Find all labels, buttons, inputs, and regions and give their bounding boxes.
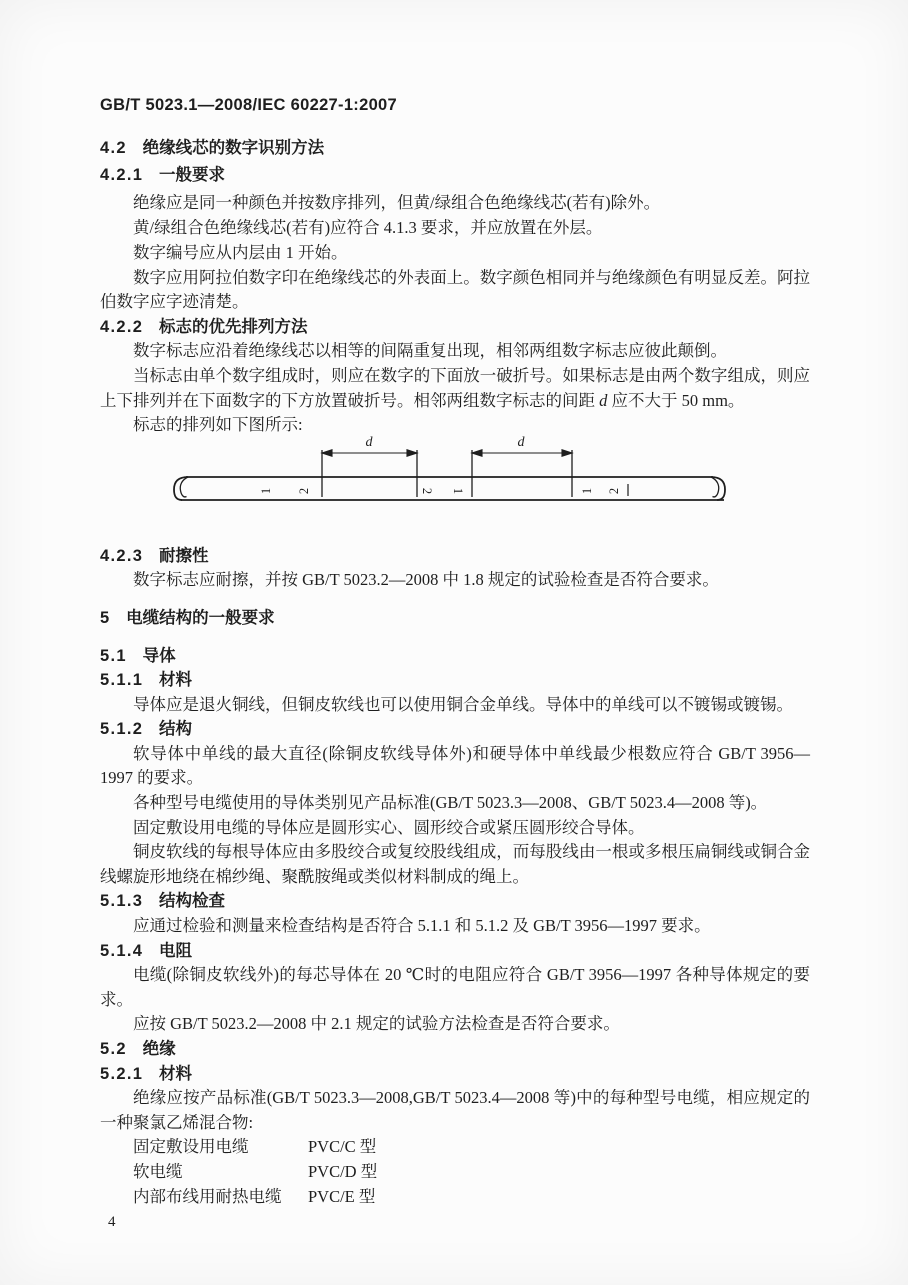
pvc-type-value: PVC/E 型: [308, 1186, 376, 1206]
paragraph: 绝缘应按产品标准(GB/T 5023.3—2008,GB/T 5023.4—2008 等)中的每种型号电缆，相应规定的一种聚氯乙烯混合物:: [100, 1088, 810, 1132]
section-heading-4-2-3: [100, 544, 810, 569]
dimension-arrows: [322, 450, 572, 456]
paragraph: 各种型号电缆使用的导体类别见产品标准(GB/T 5023.3—2008、GB/T 5023.4—2008 等)。: [133, 793, 768, 813]
section-heading-5-1-1: [100, 668, 810, 693]
list-item: [100, 1135, 810, 1160]
dimension-label-d: d: [517, 434, 525, 450]
arrowhead-left: [472, 450, 482, 456]
tick-marks: [322, 450, 572, 497]
section-title: 结构: [158, 720, 192, 739]
mark-digit: 2: [297, 487, 311, 494]
paragraph: 应按 GB/T 5023.2—2008 中 2.1 规定的试验方法检查是否符合要求。: [133, 1014, 620, 1034]
cable-left-end-curl: [180, 477, 188, 497]
mark-digit: 1: [580, 487, 594, 494]
paragraph: 标志的排列如下图所示:: [133, 415, 303, 435]
paragraph-text: 当标志由单个数字组成时，则应在数字的下面放一破折号。如果标志是由两个数字组成，则应上下排列并在下面数字的下方放置破折号。相邻两组数字标志的间距: [100, 365, 810, 410]
paragraph: 软导体中单线的最大直径(除铜皮软线导体外)和硬导体中单线最少根数应符合 GB/T 3956—1997 的要求。: [100, 743, 810, 788]
section-title: 结构检查: [158, 892, 225, 911]
section-title: 一般要求: [158, 166, 225, 185]
section-heading-4-2: [100, 136, 810, 161]
paragraph: 固定敷设用电缆的导体应是圆形实心、圆形绞合或紧压圆形绞合导体。: [133, 817, 645, 837]
section-heading-5-2: [100, 1037, 810, 1062]
paragraph: 应通过检验和测量来检查结构是否符合 5.1.1 和 5.1.2 及 GB/T 3956—1997 要求。: [133, 916, 711, 936]
section-title: 耐擦性: [158, 546, 209, 565]
section-title: 电缆结构的一般要求: [126, 608, 275, 627]
paragraph: 数字标志应沿着绝缘线芯以相等的间隔重复出现，相邻两组数字标志应彼此颠倒。: [133, 341, 727, 361]
mark-digit: 2: [607, 487, 621, 494]
section-heading-5-1: [100, 644, 810, 669]
paragraph: 电缆(除铜皮软线外)的每芯导体在 20 ℃时的电阻应符合 GB/T 3956—1997 各种导体规定的要求。: [100, 965, 810, 1009]
section-heading-5-1-4: [100, 939, 810, 964]
section-title: 导体: [142, 646, 176, 665]
cable-type-label: 软电缆: [133, 1161, 183, 1181]
pvc-type-value: PVC/D 型: [308, 1161, 378, 1181]
section-number: 5: [100, 608, 111, 627]
section-title: 绝缘: [142, 1040, 176, 1058]
mark-digit: 1: [259, 487, 273, 494]
section-number: 4.2: [100, 138, 127, 157]
paragraph: 数字标志应耐擦，并按 GB/T 5023.2—2008 中 1.8 规定的试验检查是否符合要求。: [133, 570, 719, 590]
paragraph: 数字编号应从内层由 1 开始。: [133, 242, 348, 262]
section-heading-4-2-1: [100, 163, 810, 188]
section-heading-5: [100, 606, 810, 631]
section-heading-5-1-3: [100, 889, 810, 914]
paragraph: 绝缘应是同一种颜色并按数序排列，但黄/绿组合色绝缘线芯(若有)除外。: [133, 192, 661, 212]
section-number: 5.1.3: [100, 892, 144, 911]
cable-type-label: 固定敷设用电缆: [133, 1137, 249, 1157]
paragraph: 铜皮软线的每根导体应由多股绞合或复绞股线组成，而每股线由一根或多根压扁铜线或铜合金线螺旋形地绕在棉纱绳、聚酰胺绳或类似材料制成的绳上。: [100, 842, 810, 886]
paragraph: 黄/绿组合色绝缘线芯(若有)应符合 4.1.3 要求，并应放置在外层。: [133, 218, 603, 238]
cable-marking-figure: [150, 433, 750, 515]
list-item: [100, 1160, 810, 1185]
section-number: 4.2.1: [100, 166, 144, 185]
section-number: 4.2.3: [100, 546, 144, 565]
cable-right-end-curl: [711, 477, 719, 497]
section-heading-5-2-1: [100, 1062, 810, 1087]
arrowhead-right: [407, 450, 417, 456]
document-code-header: GB/T 5023.1—2008/IEC 60227-1:2007: [100, 96, 397, 114]
section-number: 5.2: [100, 1040, 127, 1058]
section-title: 材料: [158, 1064, 192, 1083]
variable-d: d: [599, 390, 608, 410]
mark-digit-inverted: 1: [451, 487, 465, 494]
mark-digit-inverted: 2: [420, 487, 434, 494]
paragraph: [100, 364, 810, 413]
arrowhead-left: [322, 450, 332, 456]
page-number: 4: [108, 1214, 116, 1231]
arrowhead-right: [562, 450, 572, 456]
page-content: [100, 93, 810, 1235]
section-number: 5.2.1: [100, 1064, 144, 1083]
section-number: 5.1: [100, 646, 127, 665]
section-number: 4.2.2: [100, 317, 144, 336]
section-title: 电阻: [158, 941, 192, 960]
list-item: [100, 1185, 810, 1210]
pvc-type-value: PVC/C 型: [308, 1137, 377, 1157]
cable-outline: [174, 477, 725, 500]
section-title: 绝缘线芯的数字识别方法: [142, 138, 325, 157]
section-heading-5-1-2: [100, 717, 810, 742]
section-number: 5.1.4: [100, 941, 144, 960]
paragraph: 导体应是退火铜线，但铜皮软线也可以使用铜合金单线。导体中的单线可以不镀锡或镀锡。: [133, 694, 793, 714]
section-heading-4-2-2: [100, 315, 810, 340]
section-number: 5.1.1: [100, 671, 144, 690]
cable-type-label: 内部布线用耐热电缆: [133, 1186, 282, 1206]
section-title: 材料: [158, 671, 192, 690]
section-title: 标志的优先排列方法: [158, 317, 308, 336]
pvc-type-list: [100, 1135, 810, 1209]
paragraph-text: 应不大于 50 mm。: [607, 390, 745, 410]
section-number: 5.1.2: [100, 720, 144, 739]
paragraph: 数字应用阿拉伯数字印在绝缘线芯的外表面上。数字颜色相同并与绝缘颜色有明显反差。阿拉伯数字应字迹清楚。: [100, 267, 810, 312]
dimension-label-d: d: [365, 434, 373, 450]
